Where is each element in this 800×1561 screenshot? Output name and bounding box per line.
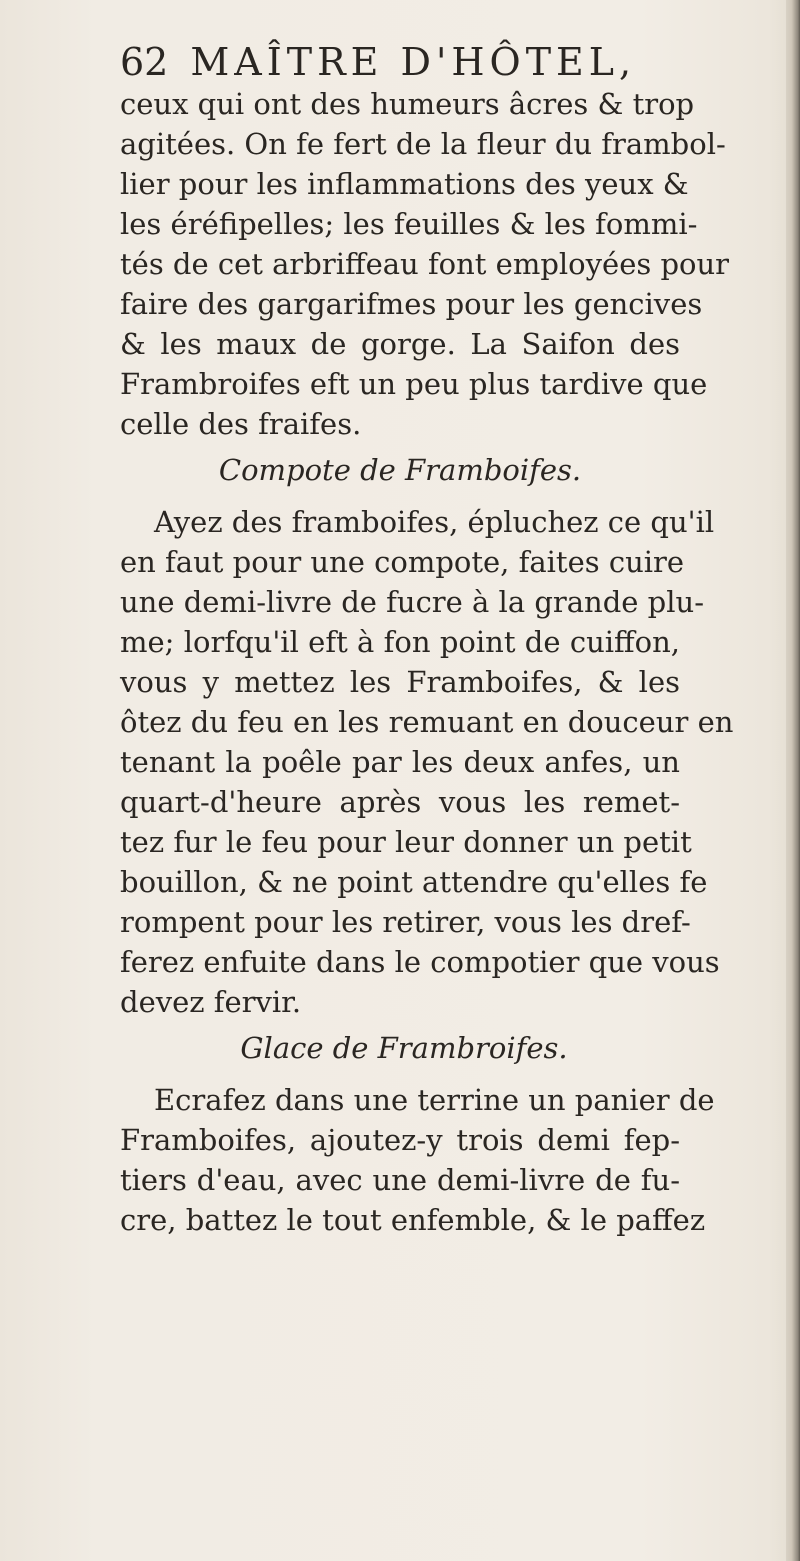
text-line: Ayez des framboifes, épluchez ce qu'il [154, 505, 715, 539]
running-head [120, 40, 680, 84]
section-heading-glace: Glace de Frambroifes. [240, 1031, 568, 1065]
text-line: agitées. On fe fert de la fleur du frambol- [120, 127, 726, 161]
text-line: Ecrafez dans une terrine un panier de [154, 1083, 715, 1117]
paragraph-glace-recipe [120, 1080, 715, 1240]
text-line: tiers d'eau, avec une demi-livre de fu- [120, 1163, 680, 1197]
text-line: ferez enfuite dans le compotier que vous [120, 945, 720, 979]
text-line: devez fervir. [120, 985, 302, 1019]
text-line: vous y mettez les Framboifes, & les [120, 665, 680, 699]
page-number: 62 [120, 40, 169, 84]
text-line: tés de cet arbriffeau font employées pour [120, 247, 730, 281]
text-line: Frambroifes eft un peu plus tardive que [120, 367, 708, 401]
page-body [120, 84, 734, 1240]
text-line: rompent pour les retirer, vous les dref- [120, 905, 691, 939]
text-line: Framboifes, ajoutez-y trois demi fep- [120, 1123, 680, 1157]
page-edge-shadow [786, 0, 800, 1561]
text-line: tez fur le feu pour leur donner un petit [120, 825, 692, 859]
text-line: & les maux de gorge. La Saifon des [120, 327, 680, 361]
section-heading-compote: Compote de Framboifes. [218, 453, 582, 487]
text-line: me; lorfqu'il eft à fon point de cuiffon, [120, 625, 680, 659]
text-line: celle des fraifes. [120, 407, 362, 441]
text-line: ceux qui ont des humeurs âcres & trop [120, 87, 695, 121]
text-line: quart-d'heure après vous les remet- [120, 785, 680, 819]
running-title: MAÎTRE D'HÔTEL, [190, 40, 637, 84]
text-line: une demi-livre de fucre à la grande plu- [120, 585, 704, 619]
text-line: faire des gargarifmes pour les gencives [120, 287, 703, 321]
paragraph-compote-recipe [120, 502, 734, 1022]
text-line: bouillon, & ne point attendre qu'elles fe [120, 865, 708, 899]
paragraph-raspberry-uses [120, 84, 730, 444]
text-line: ôtez du feu en les remuant en douceur en [120, 705, 734, 739]
text-line: cre, battez le tout enfemble, & le paffez [120, 1203, 706, 1237]
text-line: lier pour les inflammations des yeux & [120, 167, 689, 201]
text-line: les éréfipelles; les feuilles & les fommi- [120, 207, 698, 241]
text-line: en faut pour une compote, faites cuire [120, 545, 685, 579]
text-line: tenant la poêle par les deux anfes, un [120, 745, 680, 779]
